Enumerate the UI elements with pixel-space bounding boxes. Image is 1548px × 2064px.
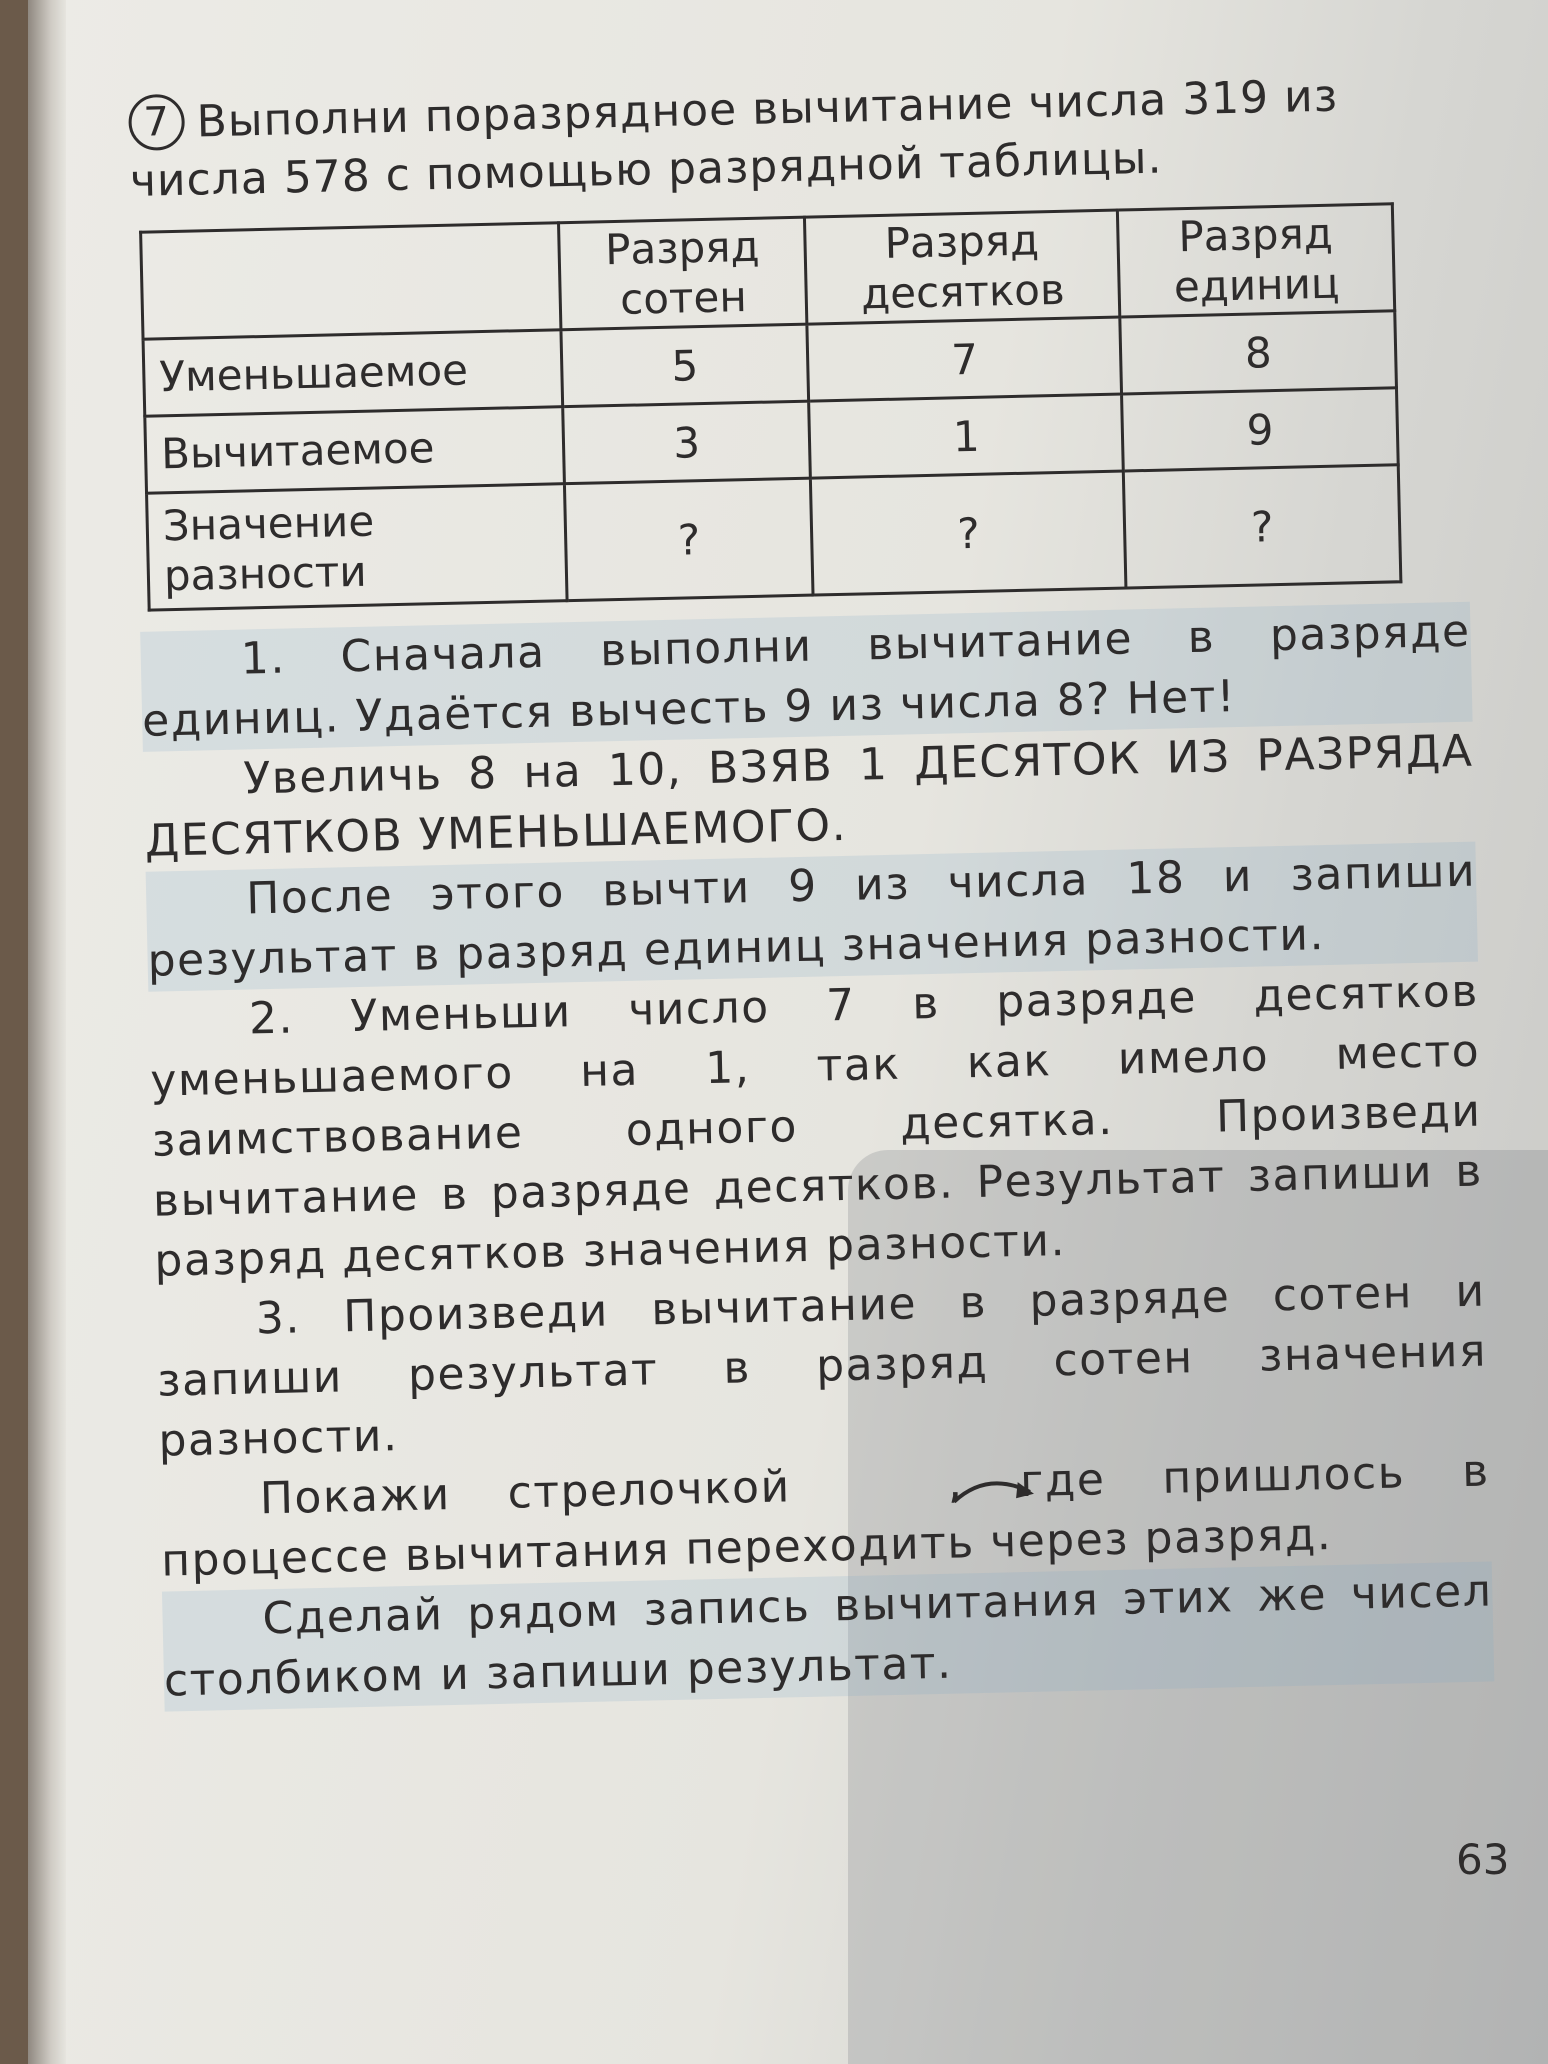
row-label: Значение разности: [147, 484, 568, 610]
instruction-borrow: Увеличь 8 на 10, ВЗЯВ 1 ДЕСЯТОК ИЗ РАЗРЯДА ДЕСЯТКОВ УМЕНЬШАЕМОГО.: [144, 725, 1474, 867]
curved-arrow-icon: [847, 1466, 948, 1508]
row-label: Вычитаемое: [145, 407, 565, 493]
row-label: Уменьшаемое: [143, 330, 563, 416]
page-number: 63: [1456, 1835, 1510, 1884]
column-header-label: Разряд десятков: [860, 215, 1066, 319]
instruction-subtract-units: После этого вычти 9 из числа 18 и запиши результат в разряд единиц значения разности.: [146, 842, 1478, 992]
task-content: [128, 65, 1494, 1712]
table-corner-cell: [141, 223, 561, 339]
table-cell: 5: [561, 324, 809, 407]
column-header-label: Разряд сотен: [604, 221, 761, 324]
task-text: Выполни поразрядное вычитание числа 319 из числа 578 с помощью разрядной таблицы.: [129, 70, 1339, 207]
instruction-step-1: 1. Сначала выполни вычитание в разряде единиц. Удаётся вычесть 9 из числа 8? Нет!: [140, 602, 1472, 752]
digit-place-table: [139, 202, 1402, 611]
table-cell: 9: [1122, 388, 1399, 471]
answer-cell[interactable]: ?: [811, 471, 1126, 595]
column-header-units: [1118, 204, 1395, 317]
instruction-step-2: 2. Уменьши число 7 в разряде десятков уменьшаемого на 1, так как имело место заимствование одного десятка. Произведи вычитание в разряде десятков. Результат запиши в разряд десятков значения разности.: [149, 965, 1484, 1287]
instructions: [140, 602, 1494, 1712]
table-cell: 8: [1120, 311, 1397, 394]
book-spine: [28, 0, 66, 2064]
answer-cell[interactable]: ?: [1123, 465, 1400, 588]
answer-cell[interactable]: ?: [564, 478, 813, 601]
instruction-arrow-before: Покажи стрелочкой: [259, 1461, 792, 1525]
column-header-label: Разряд единиц: [1173, 208, 1340, 312]
task-number: 7: [128, 94, 185, 151]
table-cell: 1: [809, 394, 1123, 478]
table-cell: 3: [563, 401, 811, 484]
table-cell: 7: [807, 317, 1121, 401]
column-header-tens: [805, 210, 1120, 324]
textbook-page: [28, 0, 1548, 2064]
instruction-column-subtraction: Сделай рядом запись вычитания этих же чисел столбиком и запиши результат.: [162, 1561, 1494, 1711]
column-header-hundreds: [559, 217, 808, 330]
instruction-arrow-after: , где пришлось в процессе вычитания переходить через разряд.: [160, 1445, 1491, 1587]
instruction-step-3: 3. Произведи вычитание в разряде сотен и запиши результат в разряд сотен значения разности.: [156, 1265, 1488, 1467]
task-header: [128, 65, 1460, 211]
